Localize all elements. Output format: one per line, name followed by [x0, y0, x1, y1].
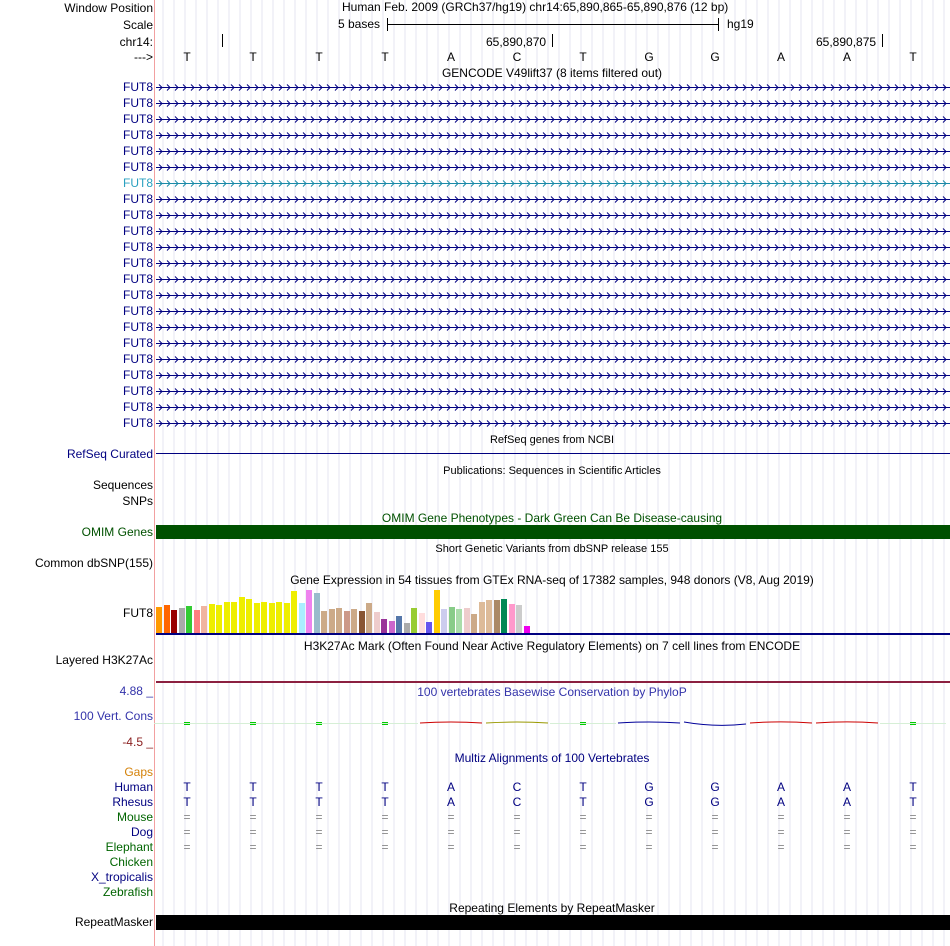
multiz-base: C	[512, 795, 522, 809]
gtex-tissue-bar[interactable]	[359, 611, 365, 633]
multiz-base: =	[645, 840, 653, 854]
multiz-base: =	[843, 825, 851, 839]
scale-db: hg19	[727, 17, 754, 31]
gencode-gene-label[interactable]: FUT8	[123, 288, 153, 302]
omim-title: OMIM Gene Phenotypes - Dark Green Can Be Disease-causing	[381, 511, 723, 525]
phylop-baseline-segment	[880, 723, 946, 724]
window-position-label: Window Position	[64, 1, 153, 15]
gtex-tissue-bar[interactable]	[246, 599, 252, 633]
multiz-gaps-label[interactable]: Gaps	[124, 765, 153, 779]
multiz-species-label[interactable]: X_tropicalis	[90, 870, 153, 884]
multiz-base: =	[513, 840, 521, 854]
multiz-species-label[interactable]: Elephant	[105, 840, 153, 854]
chrom-label: chr14:	[119, 35, 153, 49]
gencode-gene-label[interactable]: FUT8	[123, 224, 153, 238]
phylop-score-curve	[418, 719, 484, 731]
gencode-gene-label[interactable]: FUT8	[123, 368, 153, 382]
gtex-tissue-bar[interactable]	[381, 619, 387, 633]
omim-feature[interactable]	[156, 525, 950, 539]
gtex-tissue-bar[interactable]	[479, 602, 485, 633]
phylop-score-curve	[814, 719, 880, 731]
multiz-species-label[interactable]: Rhesus	[112, 795, 153, 809]
multiz-base: T	[249, 795, 257, 809]
multiz-base: A	[446, 795, 455, 809]
multiz-base: T	[381, 780, 389, 794]
gencode-gene-label[interactable]: FUT8	[123, 176, 153, 190]
multiz-base: A	[776, 795, 785, 809]
base-letter: A	[842, 50, 851, 64]
multiz-base: =	[909, 810, 917, 824]
gencode-gene-label[interactable]: FUT8	[123, 400, 153, 414]
h3k27ac-label[interactable]: Layered H3K27Ac	[55, 653, 153, 667]
gtex-tissue-bar[interactable]	[449, 607, 455, 633]
gencode-gene-label[interactable]: FUT8	[123, 144, 153, 158]
gtex-tissue-bar[interactable]	[254, 603, 260, 633]
phylop-score-curve	[616, 719, 682, 731]
refseq-label[interactable]: RefSeq Curated	[66, 447, 153, 461]
gtex-tissue-bar[interactable]	[434, 590, 440, 633]
gencode-gene-label[interactable]: FUT8	[123, 96, 153, 110]
gencode-title: GENCODE V49lift37 (8 items filtered out)	[441, 66, 663, 80]
multiz-species-label[interactable]: Zebrafish	[102, 885, 153, 899]
gtex-tissue-bar[interactable]	[366, 603, 372, 633]
phylop-ymax: 4.88 _	[119, 684, 153, 698]
gtex-tissue-bar[interactable]	[456, 609, 462, 633]
multiz-base: =	[249, 825, 257, 839]
gtex-tissue-bar[interactable]	[269, 603, 275, 633]
gencode-gene-label[interactable]: FUT8	[123, 304, 153, 318]
multiz-base: T	[315, 780, 323, 794]
gtex-tissue-bar[interactable]	[389, 621, 395, 633]
publications-snps-label[interactable]: SNPs	[122, 494, 153, 508]
multiz-base: =	[183, 840, 191, 854]
chrom-pos-1: 65,890,870	[486, 35, 547, 49]
gtex-tissue-bar[interactable]	[239, 597, 245, 633]
multiz-base: =	[711, 810, 719, 824]
phylop-baseline-segment	[154, 723, 220, 724]
base-letter: G	[644, 50, 654, 64]
dbsnp-title: Short Genetic Variants from dbSNP release 155	[435, 543, 669, 555]
multiz-base: C	[512, 780, 522, 794]
gtex-tissue-bar[interactable]	[344, 611, 350, 633]
gtex-tissue-bar[interactable]	[501, 599, 507, 633]
multiz-base: T	[315, 795, 323, 809]
gtex-tissue-bar[interactable]	[524, 626, 530, 633]
phylop-score-curve	[682, 719, 748, 731]
multiz-base: =	[513, 810, 521, 824]
chrom-pos-2: 65,890,875	[816, 35, 877, 49]
repeatmasker-title: Repeating Elements by RepeatMasker	[449, 901, 655, 915]
gencode-gene-label[interactable]: FUT8	[123, 192, 153, 206]
multiz-base: T	[579, 795, 587, 809]
gtex-tissue-bar[interactable]	[306, 590, 312, 633]
gtex-tissue-bar[interactable]	[351, 609, 357, 633]
repeatmasker-feature[interactable]	[156, 915, 950, 930]
multiz-base: T	[183, 780, 191, 794]
multiz-base: =	[645, 810, 653, 824]
gtex-tissue-bar[interactable]	[261, 602, 267, 633]
multiz-base: =	[447, 825, 455, 839]
scale-text: 5 bases	[338, 17, 381, 31]
scale-label: Scale	[122, 18, 153, 32]
multiz-base: A	[842, 795, 851, 809]
gencode-gene-label[interactable]: FUT8	[123, 256, 153, 270]
phylop-baseline-segment	[220, 723, 286, 724]
gtex-tissue-bar[interactable]	[411, 608, 417, 633]
multiz-base: A	[776, 780, 785, 794]
gtex-tissue-bar[interactable]	[464, 608, 470, 633]
multiz-base: T	[183, 795, 191, 809]
multiz-species-label[interactable]: Dog	[130, 825, 153, 839]
publications-sequences-label[interactable]: Sequences	[92, 478, 153, 492]
phylop-title: 100 vertebrates Basewise Conservation by PhyloP	[417, 685, 687, 699]
multiz-species-label[interactable]: Chicken	[109, 855, 153, 869]
base-letter: C	[512, 50, 522, 64]
gtex-tissue-bar[interactable]	[509, 604, 515, 633]
multiz-base: =	[909, 840, 917, 854]
phylop-baseline-segment	[286, 723, 352, 724]
multiz-base: =	[711, 840, 719, 854]
gtex-title: Gene Expression in 54 tissues from GTEx RNA-seq of 17382 samples, 948 donors (V8, Aug 2019)	[290, 573, 814, 587]
gtex-tissue-bar[interactable]	[171, 610, 177, 633]
gtex-tissue-bar[interactable]	[194, 610, 200, 633]
gtex-tissue-bar[interactable]	[486, 600, 492, 633]
phylop-score-curve	[748, 719, 814, 731]
phylop-ymin: -4.5 _	[122, 735, 153, 749]
gtex-tissue-bar[interactable]	[516, 605, 522, 633]
phylop-score-curve	[484, 719, 550, 731]
multiz-base: =	[711, 825, 719, 839]
gtex-tissue-bar[interactable]	[284, 603, 290, 633]
gtex-tissue-bar[interactable]	[396, 616, 402, 633]
multiz-base: =	[447, 810, 455, 824]
gtex-tissue-bar[interactable]	[494, 600, 500, 633]
multiz-base: =	[777, 840, 785, 854]
multiz-base: =	[381, 840, 389, 854]
gtex-tissue-bar[interactable]	[321, 611, 327, 633]
multiz-base: G	[710, 780, 720, 794]
multiz-base: =	[513, 825, 521, 839]
gencode-gene-label[interactable]: FUT8	[123, 416, 153, 430]
gtex-tissue-bar[interactable]	[441, 609, 447, 633]
gtex-tissue-bar[interactable]	[299, 603, 305, 633]
multiz-base: T	[381, 795, 389, 809]
gencode-gene-label[interactable]: FUT8	[123, 320, 153, 334]
base-letter: A	[446, 50, 455, 64]
gtex-tissue-bar[interactable]	[276, 602, 282, 633]
gtex-tissue-bar[interactable]	[156, 607, 162, 633]
gtex-tissue-bar[interactable]	[314, 593, 320, 633]
refseq-feature[interactable]	[156, 453, 950, 454]
base-letter: T	[315, 50, 323, 64]
multiz-base: =	[249, 840, 257, 854]
dbsnp-label[interactable]: Common dbSNP(155)	[34, 556, 153, 570]
h3k27ac-baseline	[156, 681, 950, 683]
gtex-tissue-bar[interactable]	[231, 602, 237, 633]
gtex-tissue-bar[interactable]	[291, 591, 297, 633]
multiz-base: T	[909, 795, 917, 809]
gencode-gene-label[interactable]: FUT8	[123, 384, 153, 398]
multiz-base: =	[843, 840, 851, 854]
multiz-base: =	[447, 840, 455, 854]
gtex-tissue-bar[interactable]	[179, 608, 185, 633]
multiz-base: G	[644, 780, 654, 794]
publications-title: Publications: Sequences in Scientific Articles	[443, 465, 661, 477]
gtex-tissue-bar[interactable]	[209, 604, 215, 633]
base-letter: G	[710, 50, 720, 64]
multiz-base: T	[579, 780, 587, 794]
gencode-gene-label[interactable]: FUT8	[123, 160, 153, 174]
multiz-base: =	[579, 825, 587, 839]
multiz-base: =	[315, 825, 323, 839]
window-position-text: Human Feb. 2009 (GRCh37/hg19) chr14:65,890,865-65,890,876 (12 bp)	[342, 0, 729, 14]
gtex-baseline	[156, 633, 950, 635]
base-letter: T	[183, 50, 191, 64]
base-letter: T	[249, 50, 257, 64]
multiz-base: A	[446, 780, 455, 794]
refseq-title: RefSeq genes from NCBI	[489, 434, 615, 446]
omim-label[interactable]: OMIM Genes	[81, 525, 153, 539]
repeatmasker-label[interactable]: RepeatMasker	[74, 915, 153, 929]
multiz-base: =	[843, 810, 851, 824]
gtex-tissue-bar[interactable]	[336, 608, 342, 633]
multiz-base: =	[777, 825, 785, 839]
gtex-tissue-bar[interactable]	[374, 612, 380, 633]
base-letter: A	[776, 50, 785, 64]
strand-label: --->	[134, 50, 153, 64]
gtex-tissue-bar[interactable]	[471, 614, 477, 633]
gtex-tissue-bar[interactable]	[419, 613, 425, 633]
gencode-gene-label[interactable]: FUT8	[123, 336, 153, 350]
gencode-gene-label[interactable]: FUT8	[123, 208, 153, 222]
phylop-label[interactable]: 100 Vert. Cons	[73, 709, 153, 723]
multiz-base: =	[381, 810, 389, 824]
multiz-base: G	[644, 795, 654, 809]
base-letter: T	[579, 50, 587, 64]
multiz-base: G	[710, 795, 720, 809]
gtex-tissue-bar[interactable]	[329, 609, 335, 633]
gtex-tissue-bar[interactable]	[164, 605, 170, 633]
phylop-baseline-segment	[550, 723, 616, 724]
multiz-base: =	[315, 810, 323, 824]
base-letter: T	[909, 50, 917, 64]
multiz-base: =	[381, 825, 389, 839]
gencode-gene-label[interactable]: FUT8	[123, 112, 153, 126]
multiz-base: =	[183, 825, 191, 839]
gencode-gene-label[interactable]: FUT8	[123, 80, 153, 94]
multiz-base: =	[645, 825, 653, 839]
gencode-gene-label[interactable]: FUT8	[123, 128, 153, 142]
multiz-base: =	[249, 810, 257, 824]
multiz-title: Multiz Alignments of 100 Vertebrates	[454, 751, 650, 765]
gtex-tissue-bar[interactable]	[186, 606, 192, 633]
h3k27ac-title: H3K27Ac Mark (Often Found Near Active Regulatory Elements) on 7 cell lines from ENCODE	[303, 639, 801, 653]
phylop-baseline-segment	[352, 723, 418, 724]
multiz-base: =	[183, 810, 191, 824]
multiz-base: =	[579, 810, 587, 824]
gencode-gene-label[interactable]: FUT8	[123, 240, 153, 254]
gtex-tissue-bar[interactable]	[404, 623, 410, 633]
base-letter: T	[381, 50, 389, 64]
multiz-base: =	[315, 840, 323, 854]
gtex-label[interactable]: FUT8	[123, 606, 153, 620]
multiz-base: =	[579, 840, 587, 854]
multiz-species-label[interactable]: Human	[114, 780, 153, 794]
gtex-tissue-bar[interactable]	[426, 622, 432, 633]
gtex-tissue-bar[interactable]	[216, 605, 222, 633]
gencode-gene-label[interactable]: FUT8	[123, 272, 153, 286]
multiz-base: T	[909, 780, 917, 794]
gtex-tissue-bar[interactable]	[201, 606, 207, 633]
multiz-base: A	[842, 780, 851, 794]
gtex-tissue-bar[interactable]	[224, 602, 230, 633]
gencode-gene-label[interactable]: FUT8	[123, 352, 153, 366]
multiz-base: =	[777, 810, 785, 824]
multiz-base: =	[909, 825, 917, 839]
multiz-species-label[interactable]: Mouse	[116, 810, 153, 824]
multiz-base: T	[249, 780, 257, 794]
